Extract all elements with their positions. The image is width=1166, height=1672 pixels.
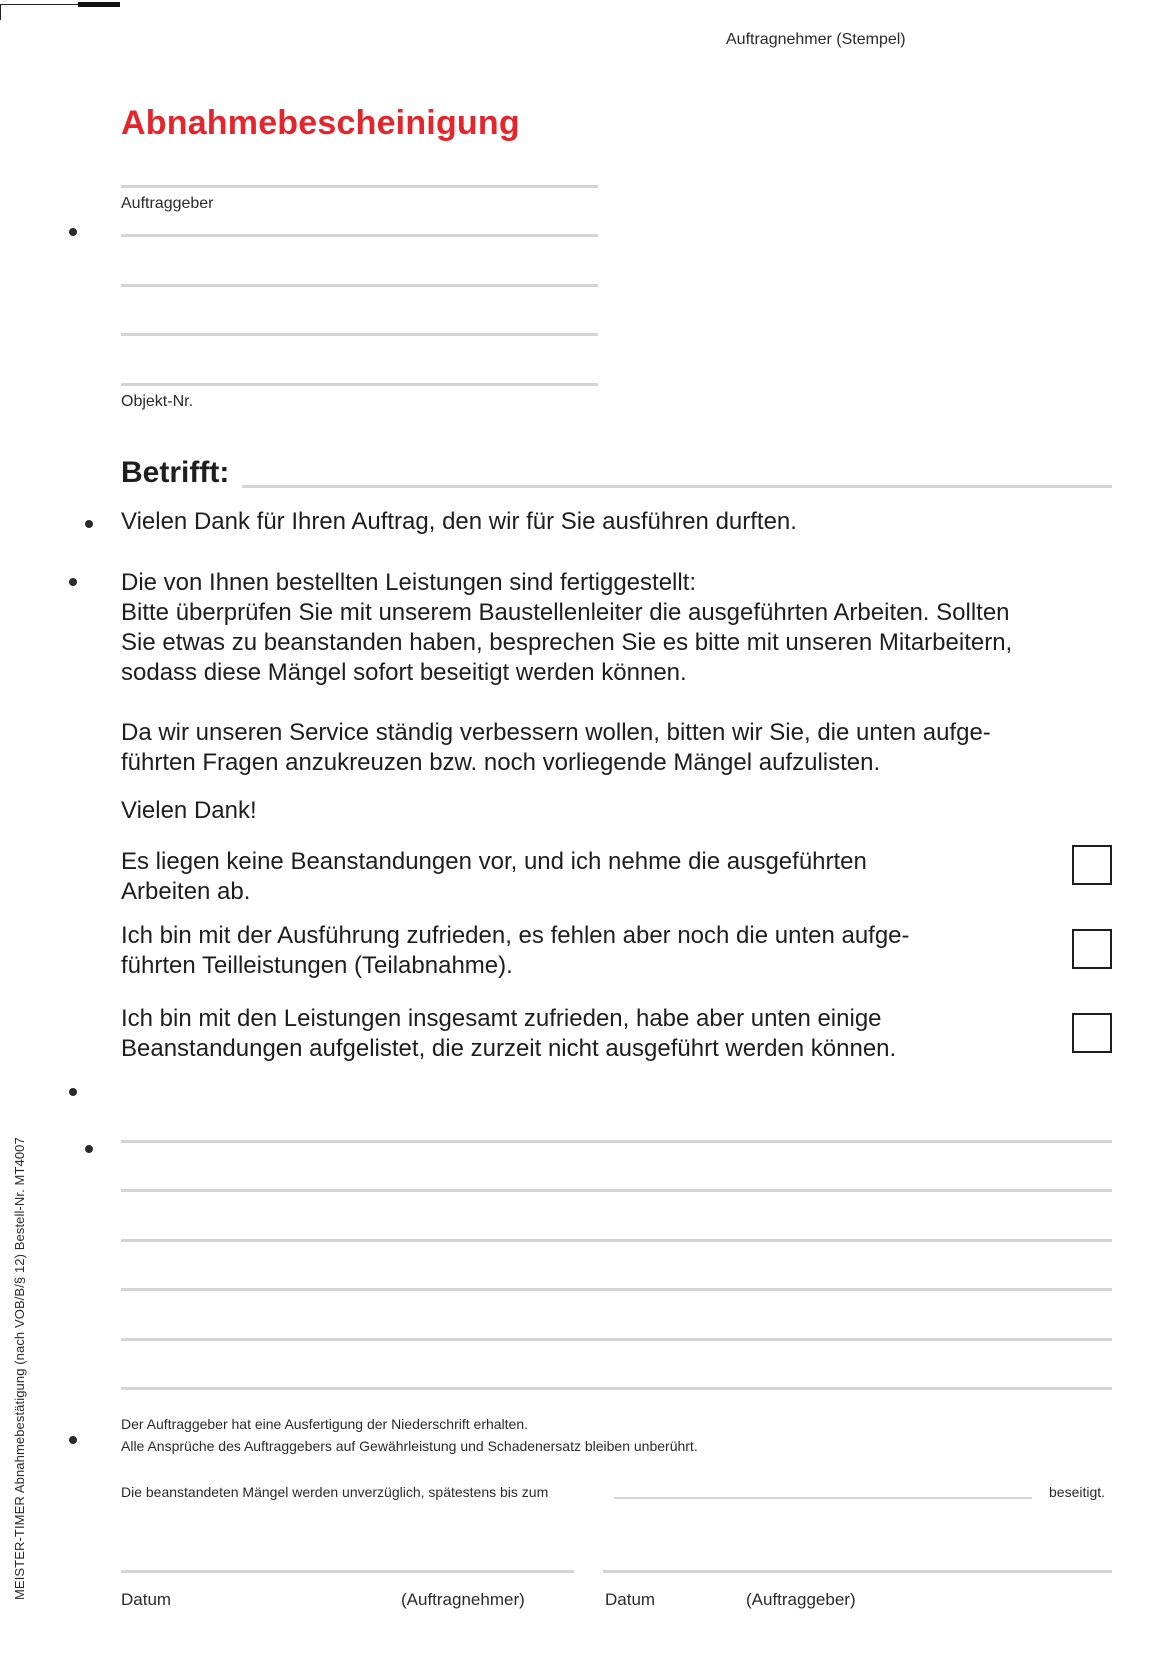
deadline-suffix-text: beseitigt. (1049, 1484, 1106, 1500)
client-address-line[interactable] (121, 234, 598, 237)
claims-unaffected-note: Alle Ansprüche des Auftraggebers auf Gewährleistung und Schadenersatz bleiben unberührt. (121, 1438, 698, 1454)
completed-text-line: Die von Ihnen bestellten Leistungen sind fertiggestellt: (121, 569, 697, 596)
option-text-line: führten Teilleistungen (Teilabnahme). (121, 952, 513, 979)
client-label: Auftraggeber (121, 195, 214, 212)
client-signature-line[interactable] (603, 1570, 1112, 1573)
option-text-line: Ich bin mit den Leistungen insgesamt zufrieden, habe aber unten einige (121, 1005, 882, 1032)
thanks-order-text: Vielen Dank für Ihren Auftrag, den wir für Sie ausführen durften. (121, 508, 797, 535)
contractor-stamp-label: Auftragnehmer (Stempel) (726, 31, 906, 48)
defect-list-line[interactable] (121, 1189, 1112, 1192)
option-text-line: Ich bin mit der Ausführung zufrieden, es fehlen aber noch die unten aufge- (121, 922, 910, 949)
client-address-line[interactable] (121, 333, 598, 336)
contractor-signature-line[interactable] (121, 1570, 574, 1573)
contractor-signature-label: (Auftragnehmer) (401, 1590, 525, 1609)
thanks-text: Vielen Dank! (121, 797, 257, 824)
document-title: Abnahmebescheinigung (121, 104, 520, 142)
side-order-note: MEISTER-TIMER Abnahmebestätigung (nach VOB/B/§ 12) Bestell-Nr. MT4007 (12, 1137, 27, 1600)
service-text-line: führten Fragen anzukreuzen bzw. noch vorliegende Mängel aufzulisten. (121, 749, 881, 776)
client-name-line[interactable] (121, 185, 598, 188)
completed-text-line: sodass diese Mängel sofort beseitigt werden können. (121, 659, 687, 686)
punch-mark (69, 1088, 77, 1096)
corner-crop-mark (0, 0, 120, 16)
deadline-prefix-text: Die beanstandeten Mängel werden unverzüglich, spätestens bis zum (121, 1484, 549, 1500)
option-no-complaints-checkbox[interactable] (1072, 845, 1112, 885)
subject-label: Betrifft: (121, 456, 230, 489)
punch-mark (69, 578, 77, 586)
completed-text-line: Bitte überprüfen Sie mit unserem Baustellenleiter die ausgeführten Arbeiten. Sollten (121, 599, 1010, 626)
copy-received-note: Der Auftraggeber hat eine Ausfertigung der Niederschrift erhalten. (121, 1416, 529, 1432)
option-complaints-listed-checkbox[interactable] (1072, 1013, 1112, 1053)
object-number-label: Objekt-Nr. (121, 393, 194, 410)
client-signature-label: (Auftraggeber) (746, 1590, 856, 1609)
service-text-line: Da wir unseren Service ständig verbessern wollen, bitten wir Sie, die unten aufge- (121, 719, 991, 746)
client-address-line[interactable] (121, 284, 598, 287)
deadline-date-line[interactable] (614, 1497, 1032, 1499)
defect-list-line[interactable] (121, 1140, 1112, 1143)
punch-mark (69, 228, 77, 236)
date-label-client: Datum (605, 1590, 656, 1609)
subject-line[interactable] (242, 485, 1112, 488)
punch-mark (85, 1145, 93, 1153)
defect-list-line[interactable] (121, 1387, 1112, 1390)
option-text-line: Beanstandungen aufgelistet, die zurzeit nicht ausgeführt werden können. (121, 1035, 897, 1062)
punch-mark (85, 520, 93, 528)
object-number-line[interactable] (121, 383, 598, 386)
punch-mark (69, 1436, 77, 1444)
completed-text-line: Sie etwas zu beanstanden haben, besprechen Sie es bitte mit unseren Mitarbeitern, (121, 629, 1013, 656)
date-label-contractor: Datum (121, 1590, 172, 1609)
defect-list-line[interactable] (121, 1338, 1112, 1341)
option-text-line: Es liegen keine Beanstandungen vor, und ich nehme die ausgeführten (121, 848, 867, 875)
option-text-line: Arbeiten ab. (121, 878, 251, 905)
option-partial-acceptance-checkbox[interactable] (1072, 929, 1112, 969)
defect-list-line[interactable] (121, 1288, 1112, 1291)
defect-list-line[interactable] (121, 1239, 1112, 1242)
